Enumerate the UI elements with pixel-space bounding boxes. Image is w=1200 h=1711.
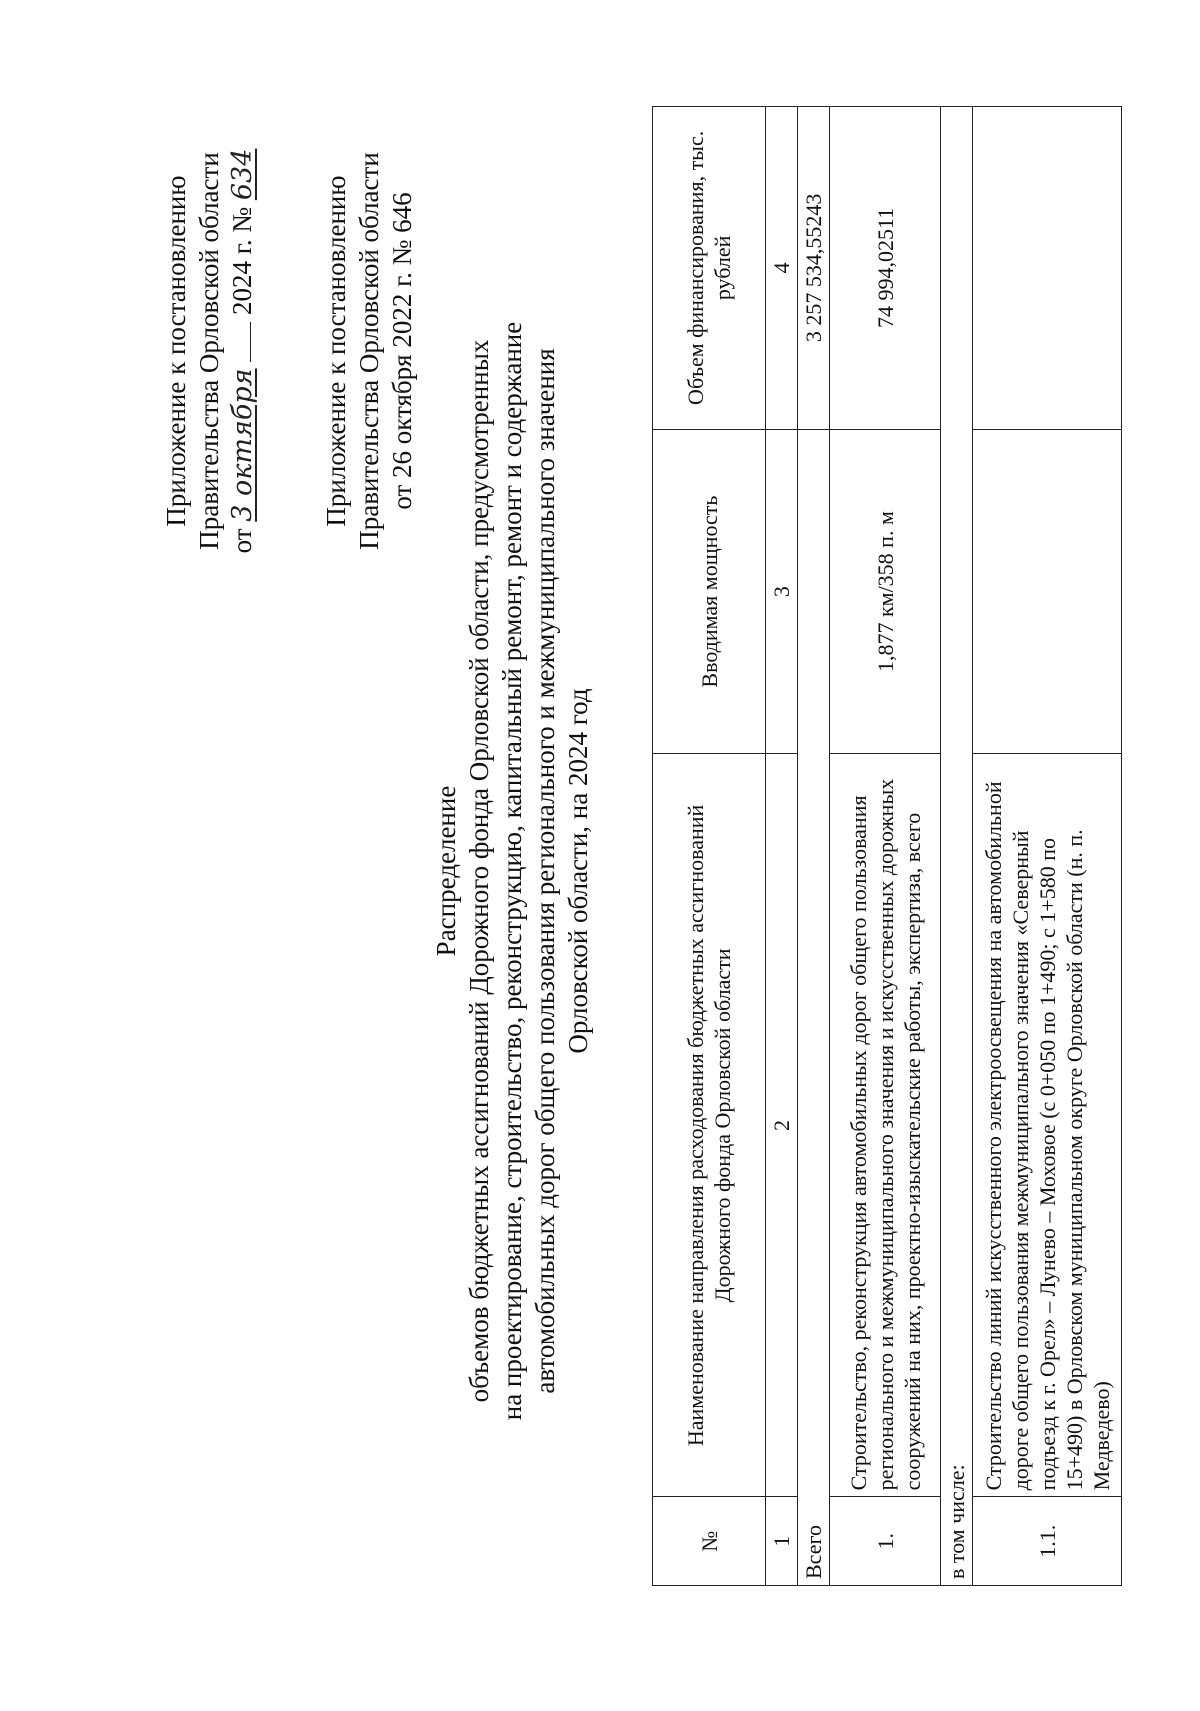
title-line3: автомобильных дорог общего пользования регионального и межмуниципального значения (530, 348, 560, 1394)
row-funding: 74 994,02511 (830, 107, 941, 430)
row-num: 1. (830, 1497, 941, 1586)
subrow-name: Строительство линий искусственного электроосвещения на автомобильной дороге общего пользования межмуниципального значения «Северный подъезд к г. Орел» – Лунево – Моховое (с 0+050 по 1+490; с 1+580 по 15+490) в Орловском муниципальном округе Орловской области (н. п. Медведево) (973, 754, 1122, 1497)
header-funding: Объем финансирования, тыс. рублей (653, 107, 766, 430)
table-header-row (653, 107, 766, 1586)
title-line4: Орловской области, на 2024 год (563, 688, 593, 1054)
header-num: № (653, 1497, 766, 1586)
total-funding: 3 257 534,55243 (798, 107, 830, 430)
index-cell: 4 (766, 107, 798, 430)
column-index-row (766, 107, 798, 1586)
title-line2: на проектирование, строительство, реконструкцию, капитальный ремонт, ремонт и содержание (497, 321, 527, 1421)
including-row (941, 107, 973, 1586)
including-label: в том числе: (941, 107, 973, 1586)
appendix-current-line3 (226, 71, 259, 631)
blank-line (249, 322, 251, 362)
from-prefix: от (227, 528, 257, 554)
year-text: 2024 г. № (227, 206, 257, 315)
appendix-previous-header (320, 71, 419, 631)
total-row (798, 107, 830, 1586)
subrow-funding (973, 107, 1122, 430)
row-power: 1,877 км/358 п. м (830, 429, 941, 754)
appendix-current-line1: Приложение к постановлению (161, 175, 191, 527)
index-cell: 3 (766, 429, 798, 754)
table-row (830, 107, 941, 1586)
handwritten-date: 3 октября (227, 368, 258, 522)
handwritten-number: 634 (227, 148, 258, 201)
index-cell: 1 (766, 1497, 798, 1586)
appendix-current-header (160, 71, 259, 631)
subrow-num: 1.1. (973, 1497, 1122, 1586)
title-heading: Распределение (431, 785, 461, 957)
title-line1: объемов бюджетных ассигнований Дорожного фонда Орловской области, предусмотренных (464, 339, 494, 1403)
header-name: Наименование направления расходования бюджетных ассигнований Дорожного фонда Орловской области (653, 754, 766, 1497)
appendix-previous-line2: Правительства Орловской области (354, 152, 384, 550)
distribution-table (652, 106, 1122, 1586)
row-name: Строительство, реконструкция автомобильных дорог общего пользования регионального и межмуниципального значения и искусственных дорожных сооружений на них, проектно-изыскательские работы, экспертиза, всего (830, 754, 941, 1497)
subrow-power (973, 429, 1122, 754)
table-row (973, 107, 1122, 1586)
appendix-previous-line1: Приложение к постановлению (321, 175, 351, 527)
total-label: Всего (798, 429, 830, 1585)
appendix-current-line2: Правительства Орловской области (194, 152, 224, 550)
index-cell: 2 (766, 754, 798, 1497)
appendix-previous-line3: от 26 октября 2022 г. № 646 (387, 192, 417, 510)
header-power: Вводимая мощность (653, 429, 766, 754)
document-title (430, 291, 595, 1451)
